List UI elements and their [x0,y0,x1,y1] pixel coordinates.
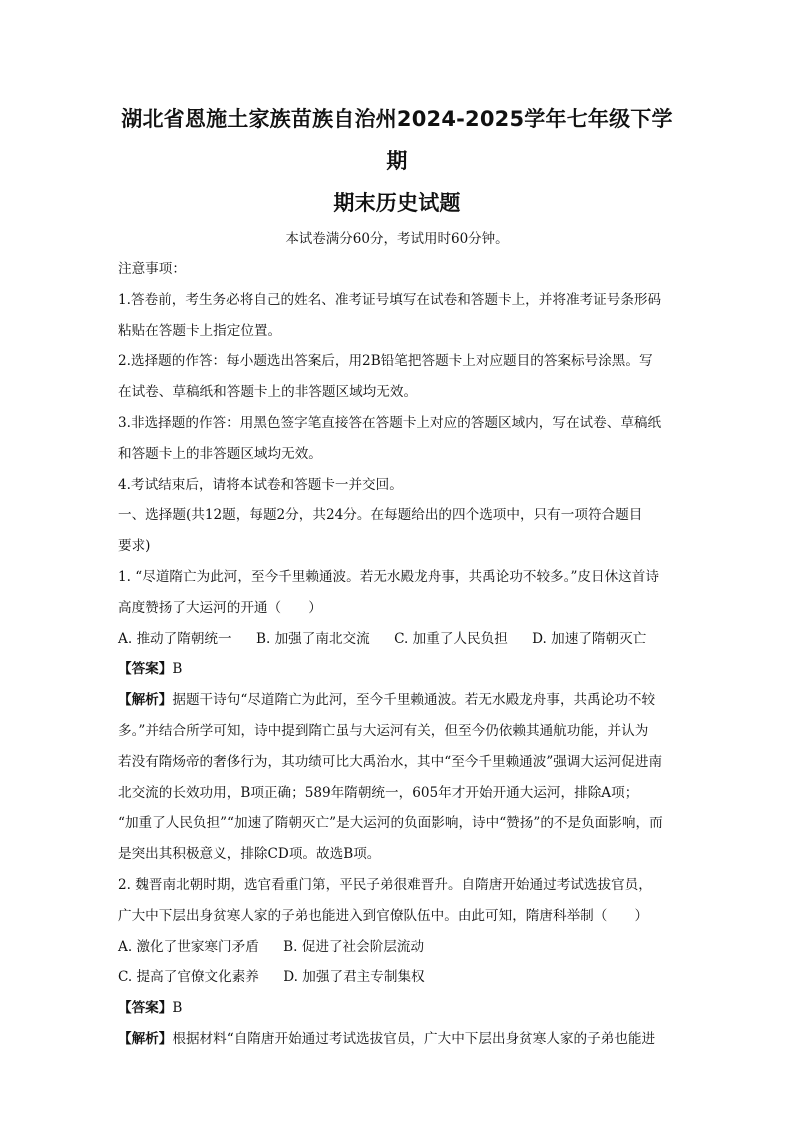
q2-stem: 广大中下层出身贫寒人家的子弟也能进入到官僚队伍中。由此可知，隋唐科举制（ ） [118,907,649,924]
q2-options-row2 [118,962,676,993]
note-line: 和答题卡上的非答题区域均无效。 [118,445,322,462]
q2-option-a: A. 激化了世家寒门矛盾 [118,938,259,955]
exam-title-line1: 湖北省恩施土家族苗族自治州2024-2025学年七年级下学期 [121,107,673,173]
exam-title-line2: 期末历史试题 [333,191,461,215]
q2-answer-value: B [172,1000,183,1017]
q1-answer [118,654,676,685]
q1-analysis-line: 多。”并结合所学可知，诗中提到隋亡虽与大运河有关，但至今仍依赖其通航功能，并认为 [118,722,649,739]
q2-option-b: B. 促进了社会阶层流动 [283,938,425,955]
q1-option-d: D. 加速了隋朝灭亡 [532,630,647,647]
q2-analysis-text: 根据材料“自隋唐开始通过考试选拔官员，广大中下层出身贫寒人家的子弟也能进 [172,1030,656,1047]
q1-analysis-line: 是突出其积极意义，排除CD项。故选B项。 [118,846,381,863]
q1-stem: 1. “尽道隋亡为此河，至今千里赖通波。若无水殿龙舟事，共禹论功不较多。”皮日休这首诗 [118,568,659,585]
q2-options-row1 [118,932,676,963]
section-heading: 要求) [118,538,151,555]
q1-option-b: B. 加强了南北交流 [255,630,370,647]
q1-option-a: A. 推动了隋朝统一 [118,630,232,647]
q2-stem: 2. 魏晋南北朝时期，选官看重门第，平民子弟很难晋升。自隋唐开始通过考试选拔官员， [118,876,652,893]
q2-answer [118,993,676,1024]
q2-option-d: D. 加强了君主专制集权 [283,969,425,986]
note-line: 2.选择题的作答：每小题选出答案后，用2B铅笔把答题卡上对应题目的答案标号涂黑。写 [118,353,653,370]
q1-analysis-line: 若没有隋炀帝的奢侈行为，其功绩可比大禹治水，其中“至今千里赖通波”强调大运河促进南 [118,753,663,770]
q1-options [118,624,676,655]
answer-tag: 【答案】 [118,661,173,678]
note-line: 1.答卷前，考生务必将自己的姓名、准考证号填写在试卷和答题卡上，并将准考证号条形码 [118,291,662,308]
note-line: 4.考试结束后，请将本试卷和答题卡一并交回。 [118,476,403,493]
note-line: 粘贴在答题卡上指定位置。 [118,322,282,339]
q2-analysis [118,1024,676,1055]
section-heading: 一、选择题(共12题，每题2分，共24分。在每题给出的四个选项中，只有一项符合题目 [118,507,643,524]
q1-stem: 高度赞扬了大运河的开通（ ） [118,599,322,616]
q1-analysis-line: “加重了人民负担”“加速了隋朝灭亡”是大运河的负面影响，诗中“赞扬”的不是负面影响，而 [118,815,663,832]
note-line: 3.非选择题的作答：用黑色签字笔直接答在答题卡上对应的答题区域内，写在试卷、草稿纸 [118,414,662,431]
note-line: 在试卷、草稿纸和答题卡上的非答题区域均无效。 [118,384,418,401]
q1-answer-value: B [172,661,183,678]
analysis-tag: 【解析】 [118,692,173,709]
answer-tag: 【答案】 [118,1000,173,1017]
exam-subtitle: 本试卷满分60分，考试用时60分钟。 [285,231,509,247]
q1-analysis-line: 北交流的长效功用，B项正确；589年隋朝统一，605年才开始开通大运河，排除A项； [118,784,639,801]
q1-analysis [118,685,676,716]
q1-option-c: C. 加重了人民负担 [394,630,508,647]
analysis-tag: 【解析】 [118,1030,173,1047]
notes-heading: 注意事项： [118,261,186,277]
q2-option-c: C. 提高了官僚文化素养 [118,969,259,986]
q1-analysis-text: 据题干诗句“尽道隋亡为此河，至今千里赖通波。若无水殿龙舟事，共禹论功不较 [172,692,656,709]
